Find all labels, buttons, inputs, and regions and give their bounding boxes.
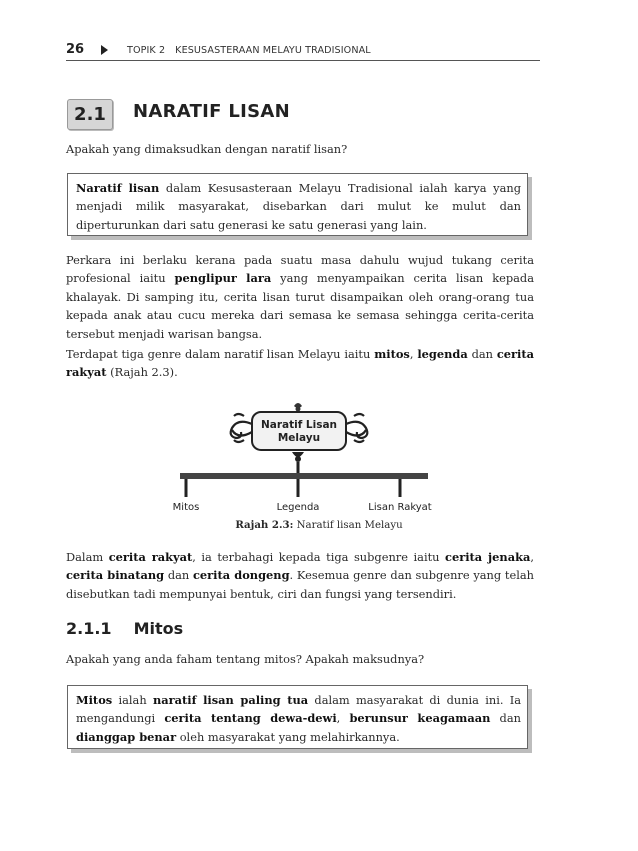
text-run: , — [336, 711, 350, 726]
text-run: Perkara ini berlaku kerana pada suatu masa dahulu wujud tukang cerita profesional iaitu — [66, 253, 534, 286]
scroll-ornament-left-icon — [231, 414, 252, 442]
bold-term: naratif lisan paling tua — [152, 693, 309, 707]
child-node-lisan-rakyat: Lisan Rakyat — [368, 502, 432, 513]
page-header — [66, 40, 540, 61]
topic-label: TOPIK 2 — [127, 45, 166, 56]
child-node-mitos: Mitos — [172, 502, 200, 513]
text-run: Terdapat tiga genre dalam naratif lisan Melayu iaitu — [66, 347, 375, 361]
root-label-line-2: Melayu — [277, 432, 321, 444]
caption-label: Rajah 2.3: — [235, 519, 294, 531]
text-run: , — [409, 347, 418, 361]
bold-term: penglipur lara — [174, 271, 272, 286]
text-run: oleh masyarakat yang melahirkannya. — [176, 729, 400, 744]
definition-box-naratif-lisan — [67, 173, 528, 236]
text-run: yang menyampaikan cerita lisan kepada khalayak. Di samping itu, cerita lisan turut disampaikan oleh orang-orang tua kepada anak atau cucu mereka dari semasa ke semasa sehingga cerita-cerita tersebut menjadi warisan bangsa. — [66, 271, 534, 341]
bold-term: cerita jenaka — [445, 550, 531, 564]
text-run: dan — [467, 347, 497, 361]
subsection-heading — [66, 619, 183, 638]
section-number: 2.1 — [67, 99, 113, 130]
text-run: , ia terbahagi kepada tiga subgenre iaitu — [192, 550, 446, 564]
question-1: Apakah yang dimaksudkan dengan naratif lisan? — [66, 142, 348, 156]
root-node — [252, 412, 346, 450]
text-run: (Rajah 2.3). — [106, 365, 178, 380]
bold-term: dianggap benar — [76, 729, 177, 744]
child-node-legenda: Legenda — [276, 502, 320, 513]
section-title: NARATIF LISAN — [133, 101, 290, 122]
connector-bar — [180, 473, 428, 479]
triangle-right-icon — [101, 45, 108, 55]
bold-term: berunsur keagamaan — [349, 711, 491, 726]
definition-box-mitos — [67, 685, 528, 749]
bold-term: cerita binatang — [66, 568, 165, 583]
paragraph-penglipur-lara — [66, 251, 534, 343]
ornament-bottom-icon — [292, 452, 304, 462]
question-2: Apakah yang anda faham tentang mitos? Apakah maksudnya? — [66, 652, 425, 666]
definition-term: Mitos — [76, 693, 113, 707]
definition-text: dalam Kesusasteraan Melayu Tradisional ialah karya yang menjadi milik masyarakat, disebarkan dari mulut ke mulut dan diperturunkan dari satu generasi ke satu generasi yang lain. — [76, 181, 521, 232]
bold-term: cerita tentang dewa-dewi — [164, 711, 337, 726]
caption-text: Naratif lisan Melayu — [293, 520, 403, 531]
hierarchy-diagram — [160, 400, 460, 520]
subsection-number: 2.1.1 — [66, 619, 112, 638]
text-run: . Kesemua genre dan subgenre yang telah disebutkan tadi mempunyai bentuk, ciri dan fungsi yang tersendiri. — [66, 568, 535, 601]
root-label-line-1: Naratif Lisan — [260, 419, 338, 431]
page-number: 26 — [66, 42, 85, 57]
bold-term: cerita rakyat — [66, 347, 534, 380]
paragraph-cerita-rakyat — [66, 548, 534, 603]
running-title — [127, 45, 371, 56]
bold-term: legenda — [417, 347, 468, 361]
text-run: dan — [490, 711, 521, 726]
bold-term: cerita rakyat — [108, 550, 193, 564]
text-run: Dalam — [66, 550, 109, 564]
text-run: , — [530, 550, 534, 564]
bold-term: mitos — [374, 347, 410, 361]
figure-caption — [0, 519, 638, 531]
definition-term: Naratif lisan — [76, 181, 160, 195]
subsection-title: Mitos — [133, 619, 184, 638]
topic-name: KESUSASTERAAN MELAYU TRADISIONAL — [175, 45, 371, 56]
text-run: dan — [164, 568, 193, 583]
ornament-top-icon — [294, 403, 302, 412]
bold-term: cerita dongeng — [193, 568, 290, 583]
text-run: dalam masyarakat di dunia ini. Ia mengandungi — [76, 693, 522, 726]
text-run: ialah — [112, 693, 153, 707]
scroll-ornament-right-icon — [346, 414, 367, 442]
paragraph-genre — [66, 345, 534, 382]
